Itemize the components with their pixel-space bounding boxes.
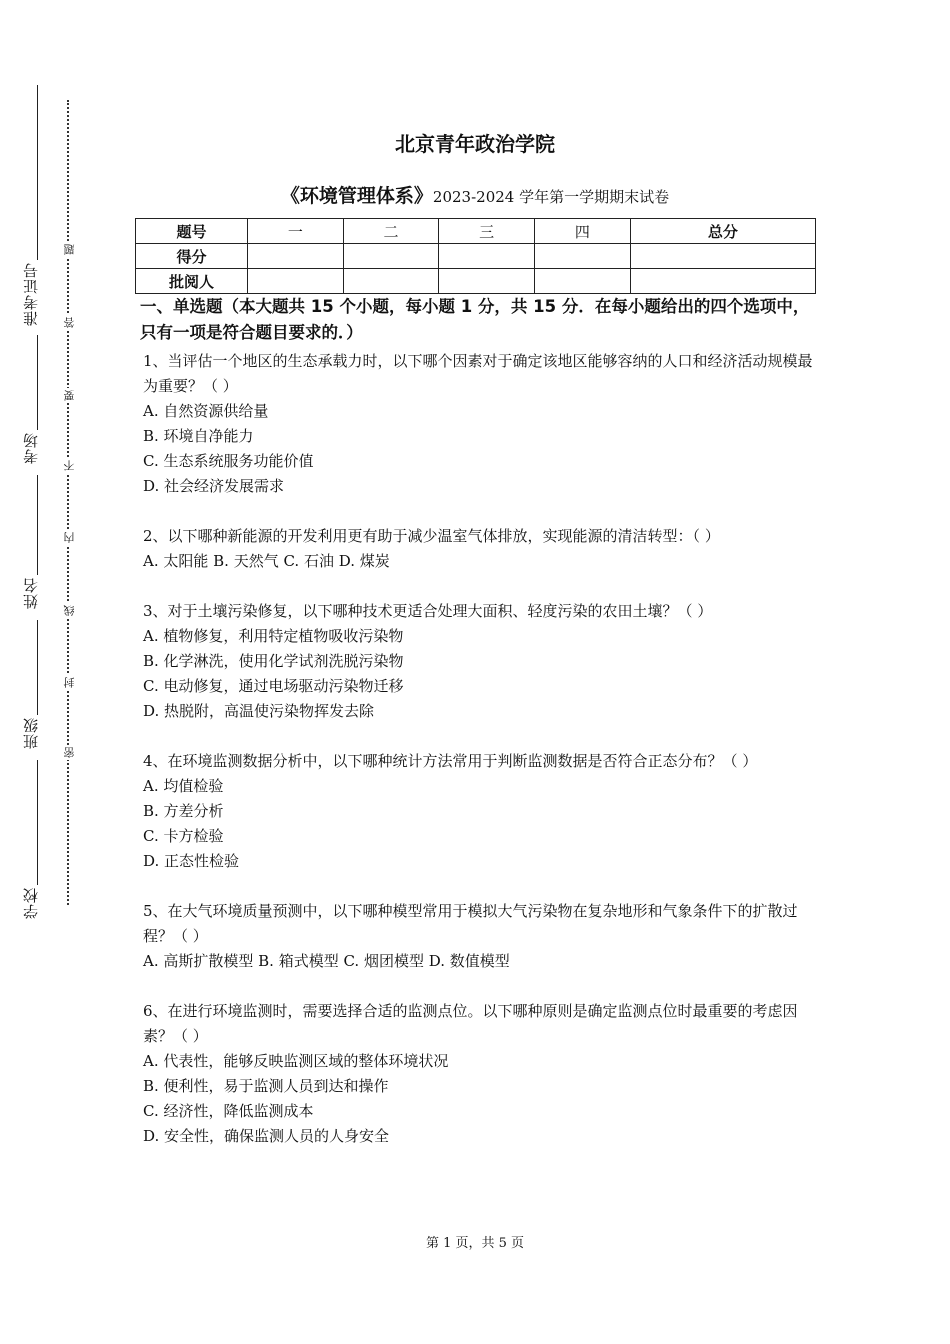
score-cell <box>439 244 535 269</box>
question-stem: 4、在环境监测数据分析中，以下哪种统计方法常用于判断监测数据是否符合正态分布？（ ） <box>143 752 758 770</box>
seal-word: 答 <box>63 317 76 328</box>
option: B. 便利性，易于监测人员到达和操作 <box>143 1077 389 1095</box>
admission-number-label: 准考证号 <box>22 262 40 326</box>
section-heading: 一、单选题（本大题共 15 个小题，每小题 1 分，共 15 分．在每小题给出的四个选项中，只有一项是符合题目要求的．） <box>140 297 810 342</box>
grader-cell <box>343 269 439 294</box>
option: A. 均值检验 <box>143 777 224 795</box>
option: C. 卡方检验 <box>143 827 224 845</box>
page-footer: 第 1 页，共 5 页 <box>425 1236 525 1251</box>
option: A. 太阳能 B. 天然气 C. 石油 D. 煤炭 <box>143 552 390 570</box>
divider <box>37 85 38 260</box>
question-stem: 6、在进行环境监测时，需要选择合适的监测点位。以下哪种原则是确定监测点位时最重要的考虑因素？（ ） <box>143 1002 798 1045</box>
score-table-row <box>136 269 816 294</box>
seal-word: 密 <box>63 747 76 758</box>
score-table-header: 四 <box>535 219 631 244</box>
seal-word: 题 <box>63 244 76 255</box>
score-table-header: 三 <box>439 219 535 244</box>
score-row-label: 得分 <box>136 244 248 269</box>
question-stem: 1、当评估一个地区的生态承载力时，以下哪个因素对于确定该地区能够容纳的人口和经济活动规模最为重要？（ ） <box>143 352 813 395</box>
score-table-header: 总分 <box>630 219 815 244</box>
score-table-row <box>136 244 816 269</box>
question <box>143 524 813 574</box>
option: A. 代表性，能够反映监测区域的整体环境状况 <box>143 1052 449 1070</box>
option: C. 生态系统服务功能价值 <box>143 452 314 470</box>
seal-word: 要 <box>63 390 76 401</box>
divider <box>37 760 38 885</box>
course-title: 《环境管理体系》 <box>280 185 433 207</box>
option: C. 经济性，降低监测成本 <box>143 1102 314 1120</box>
score-table-header: 题号 <box>136 219 248 244</box>
option: A. 自然资源供给量 <box>143 402 269 420</box>
score-table-header-row <box>136 219 816 244</box>
option: D. 热脱附，高温使污染物挥发去除 <box>143 702 375 720</box>
seal-word: 内 <box>63 532 76 543</box>
question-stem: 2、以下哪种新能源的开发利用更有助于减少温室气体排放，实现能源的清洁转型：（ ） <box>143 527 720 545</box>
option: A. 高斯扩散模型 B. 箱式模型 C. 烟团模型 D. 数值模型 <box>143 952 510 970</box>
school-label: 学校 <box>22 887 40 919</box>
term-title: 2023-2024 学年第一学期期末试卷 <box>432 188 670 206</box>
score-cell <box>535 244 631 269</box>
score-cell <box>630 244 815 269</box>
grader-row-label: 批阅人 <box>136 269 248 294</box>
divider <box>37 475 38 575</box>
score-table-header: 二 <box>343 219 439 244</box>
seal-word: 线 <box>63 605 76 616</box>
class-label: 班级 <box>22 717 40 749</box>
exam-room-label: 考场 <box>22 432 40 464</box>
question-stem: 5、在大气环境质量预测中，以下哪种模型常用于模拟大气污染物在复杂地形和气象条件下的扩散过程？（ ） <box>143 902 798 945</box>
divider <box>37 335 38 430</box>
option: D. 社会经济发展需求 <box>143 477 285 495</box>
exam-content <box>140 294 813 1174</box>
score-cell <box>248 244 344 269</box>
option: D. 正态性检验 <box>143 852 240 870</box>
question <box>143 999 813 1149</box>
option: C. 电动修复，通过电场驱动污染物迁移 <box>143 677 404 695</box>
question <box>143 599 813 724</box>
divider <box>37 620 38 715</box>
question <box>143 349 813 499</box>
seal-word: 不 <box>63 460 76 471</box>
option: A. 植物修复，利用特定植物吸收污染物 <box>143 627 404 645</box>
grader-cell <box>535 269 631 294</box>
score-table-header: 一 <box>248 219 344 244</box>
question-stem: 3、对于土壤污染修复，以下哪种技术更适合处理大面积、轻度污染的农田土壤？（ ） <box>143 602 713 620</box>
option: D. 安全性，确保监测人员的人身安全 <box>143 1127 390 1145</box>
score-cell <box>343 244 439 269</box>
grader-cell <box>248 269 344 294</box>
score-table <box>135 218 816 294</box>
name-label: 姓名 <box>22 577 40 609</box>
seal-word: 封 <box>63 677 76 688</box>
school-title: 北京青年政治学院 <box>395 132 555 156</box>
grader-cell <box>630 269 815 294</box>
exam-title <box>0 181 950 208</box>
question <box>143 749 813 874</box>
seal-dotted-line <box>67 100 69 905</box>
grader-cell <box>439 269 535 294</box>
question <box>143 899 813 974</box>
option: B. 方差分析 <box>143 802 224 820</box>
option: B. 化学淋洗，使用化学试剂洗脱污染物 <box>143 652 404 670</box>
option: B. 环境自净能力 <box>143 427 254 445</box>
